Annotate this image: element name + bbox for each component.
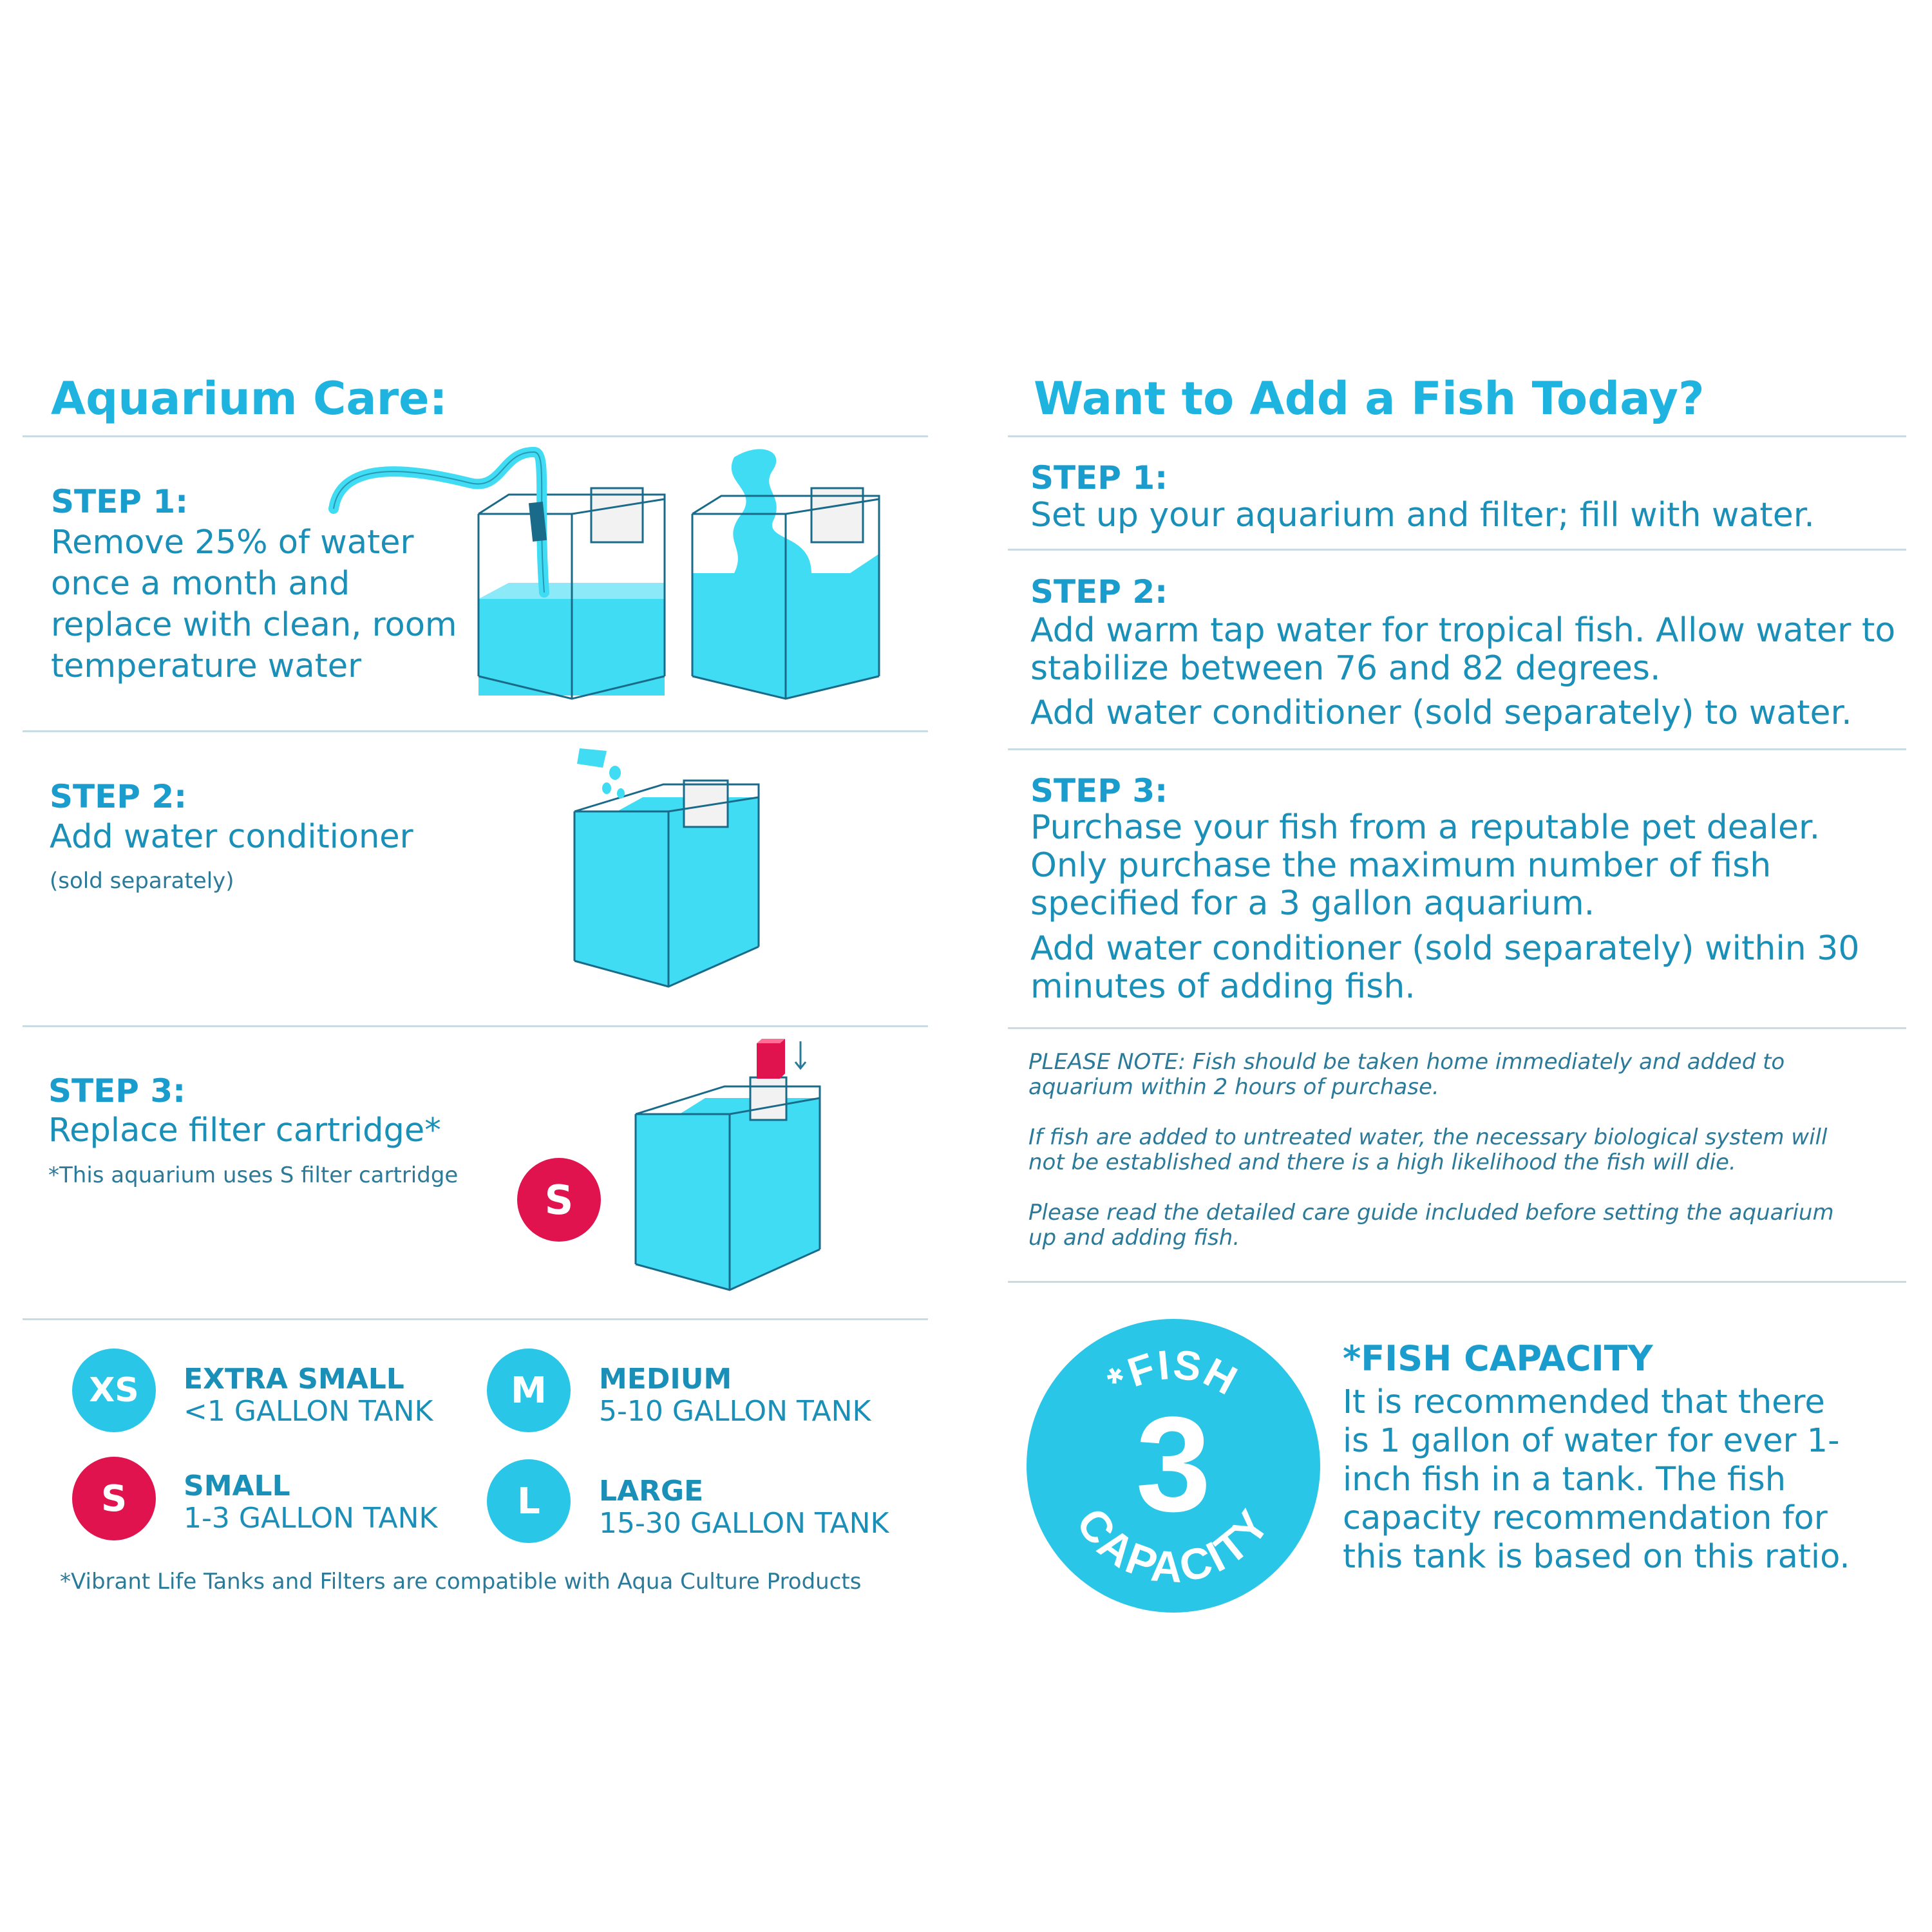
divider (1008, 435, 1906, 437)
note-please-note: PLEASE NOTE: Fish should be taken home immediately and added to aquarium within 2 hours of purchase. (1028, 1049, 1785, 1100)
fish-capacity-heading: *FISH CAPACITY (1343, 1338, 1653, 1379)
care-step-2-text: Add water conditioner (50, 818, 413, 856)
size-desc-m: 5-10 GALLON TANK (599, 1395, 871, 1428)
add-fish-title: Want to Add a Fish Today? (1034, 372, 1705, 425)
care-step-3-heading: STEP 3: (48, 1072, 186, 1110)
divider (23, 1025, 928, 1027)
size-badge-m: M (487, 1349, 571, 1432)
fish-step-3-heading: STEP 3: (1030, 772, 1168, 810)
capacity-badge-top-text: *FISH (1099, 1340, 1246, 1405)
fish-capacity-text: It is recommended that there is 1 gallon of water for ever 1-inch fish in a tank. The fish capacity recommendation for this tank is based on this ratio. (1343, 1383, 1850, 1576)
divider (1008, 549, 1906, 551)
size-badge-l: L (487, 1459, 571, 1543)
fish-capacity-badge (1025, 1318, 1321, 1614)
fish-step-2-text2: Add water conditioner (sold separately) to water. (1030, 694, 1852, 732)
size-name-xs: EXTRA SMALL (184, 1363, 404, 1396)
divider (1008, 748, 1906, 750)
aquarium-care-title: Aquarium Care: (51, 372, 448, 425)
fish-step-1-text: Set up your aquarium and filter; fill with water. (1030, 496, 1815, 535)
size-badge-s: S (72, 1457, 156, 1540)
fish-step-2-heading: STEP 2: (1030, 573, 1168, 611)
note-untreated-water: If fish are added to untreated water, the necessary biological system will not be established and there is a high likelihood the fish will die. (1028, 1124, 1828, 1175)
compatibility-footer: *Vibrant Life Tanks and Filters are compatible with Aqua Culture Products (60, 1569, 862, 1595)
care-step-2-sub: (sold separately) (50, 868, 234, 894)
divider (1008, 1281, 1906, 1283)
size-name-s: SMALL (184, 1470, 290, 1502)
fish-step-3-text: Purchase your fish from a reputable pet dealer. Only purchase the maximum number of fish specified for a 3 gallon aquarium. (1030, 808, 1821, 923)
size-name-l: LARGE (599, 1475, 704, 1508)
divider (23, 730, 928, 732)
fish-step-1-heading: STEP 1: (1030, 459, 1168, 497)
filter-size-badge-s: S (517, 1158, 601, 1242)
capacity-badge-bottom-text: CAPACITY (1066, 1499, 1280, 1593)
size-name-m: MEDIUM (599, 1363, 732, 1396)
size-badge-xs: XS (72, 1349, 156, 1432)
fish-step-2-text: Add warm tap water for tropical fish. Allow water to stabilize between 76 and 82 degrees. (1030, 611, 1896, 688)
size-desc-s: 1-3 GALLON TANK (184, 1502, 438, 1535)
care-step-2-heading: STEP 2: (50, 778, 187, 815)
care-step-3-sub: *This aquarium uses S filter cartridge (48, 1162, 459, 1188)
divider (23, 435, 928, 437)
divider (23, 1318, 928, 1320)
fish-step-3-text2: Add water conditioner (sold separately) within 30 minutes of adding fish. (1030, 929, 1860, 1006)
note-care-guide: Please read the detailed care guide included before setting the aquarium up and adding fish. (1028, 1200, 1834, 1251)
water-conditioner-illustration (567, 747, 773, 992)
water-change-illustration (322, 444, 902, 715)
care-step-1-heading: STEP 1: (51, 483, 189, 520)
care-step-1-text: Remove 25% of water once a month and replace with clean, room temperature water (51, 524, 457, 685)
divider (1008, 1027, 1906, 1029)
filter-cartridge-illustration (628, 1034, 834, 1298)
capacity-badge-number: 3 (1135, 1388, 1211, 1540)
size-desc-xs: <1 GALLON TANK (184, 1395, 433, 1428)
care-step-3-text: Replace filter cartridge* (48, 1112, 441, 1150)
size-desc-l: 15-30 GALLON TANK (599, 1507, 889, 1540)
